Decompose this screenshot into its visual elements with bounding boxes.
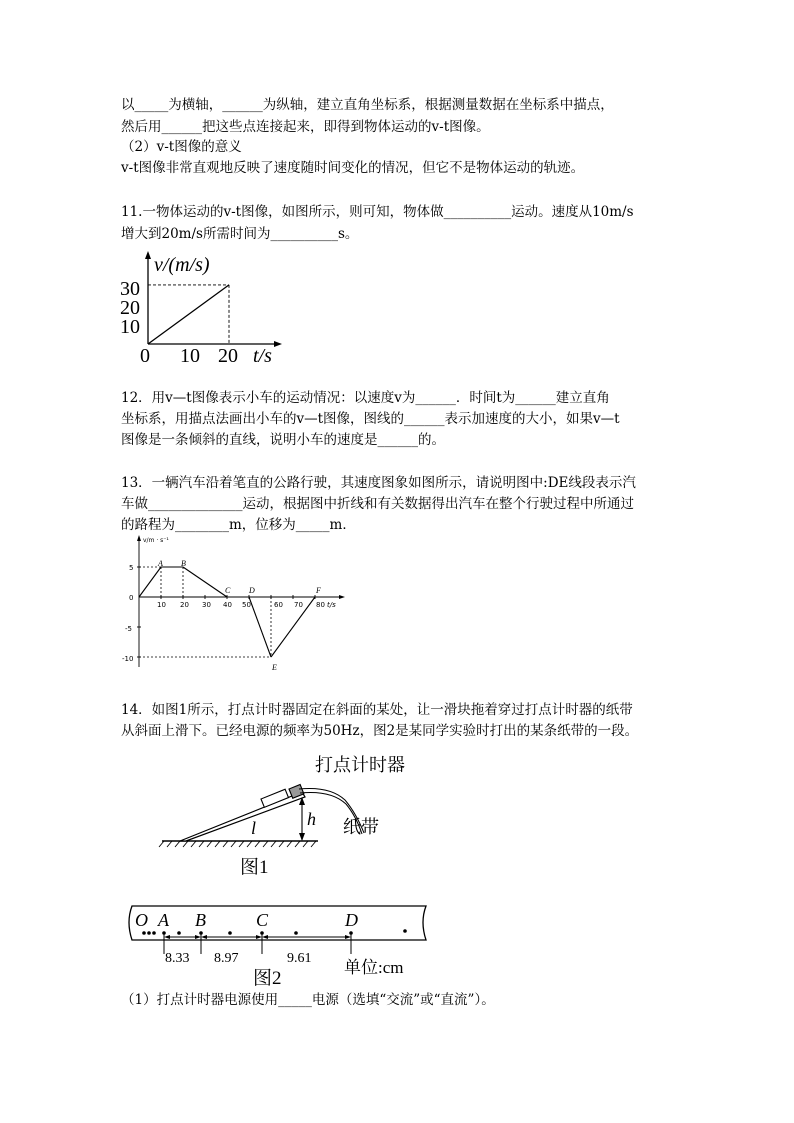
q13-xtick: 20 — [180, 601, 189, 609]
question-12-line-1: 12．用v—t图像表示小车的运动情况：以速度v为______．时间t为______建立直角 — [121, 390, 610, 406]
q13-xtick: 80 — [316, 601, 325, 609]
q13-point-label-c: C — [225, 586, 231, 595]
q11-xtick: 10 — [180, 345, 200, 367]
q13-xtick: 10 — [157, 601, 166, 609]
question-14-line-2: 从斜面上滑下。已经电源的频率为50Hz，图2是某同学实验时打出的某条纸带的一段。 — [121, 723, 639, 739]
length-label: l — [251, 818, 257, 838]
unit-label: 单位:cm — [344, 958, 404, 977]
question-13-line-3: 的路程为________m，位移为_____m． — [121, 517, 356, 533]
q13-xlabel: t/s — [327, 601, 336, 609]
tape-point-d: D — [345, 910, 358, 930]
question-12-line-2: 坐标系，用描点法画出小车的v—t图像，图线的______表示加速度的大小，如果v—t — [121, 411, 620, 427]
distance-ab: 8.33 — [165, 951, 190, 966]
q14-figure-1-incline — [150, 748, 430, 878]
q11-ylabel: v/(m/s) — [154, 254, 210, 276]
q11-xtick: 20 — [218, 345, 238, 367]
q11-ytick: 30 — [120, 278, 140, 300]
q11-ytick: 10 — [120, 316, 140, 338]
section-heading-vt-meaning: （2）v-t图像的意义 — [121, 139, 242, 155]
q13-point-label-d: D — [249, 586, 255, 595]
distance-bc: 8.97 — [214, 951, 239, 966]
question-11-line-1: 11.一物体运动的v-t图像，如图所示，则可知，物体做__________运动。速度从10m/s — [121, 204, 634, 220]
question-13-line-1: 13．一辆汽车沿着笔直的公路行驶，其速度图象如图所示，请说明图中:DE线段表示汽 — [121, 475, 636, 491]
q13-series-segment — [183, 567, 227, 597]
q13-point-label-b: B — [181, 559, 186, 568]
intro-line-1: 以_____为横轴，______为纵轴，建立直角坐标系，根据测量数据在坐标系中描点， — [121, 97, 614, 113]
incline-plane — [180, 792, 305, 841]
q13-ytick: -5 — [125, 625, 132, 633]
tape-label: 纸带 — [343, 817, 379, 838]
tape-point-c: C — [256, 910, 269, 930]
intro-line-2: 然后用______把这些点连接起来，即得到物体运动的v-t图像。 — [121, 119, 490, 135]
q11-xtick: 0 — [140, 345, 150, 367]
q13-xtick: 40 — [223, 601, 232, 609]
intro-line-4: v-t图像非常直观地反映了速度随时间变化的情况，但它不是物体运动的轨迹。 — [121, 160, 585, 176]
q11-vt-graph — [112, 248, 292, 370]
q13-xtick: 70 — [294, 601, 303, 609]
figure-2-caption: 图2 — [253, 968, 282, 989]
q13-point-label-e: E — [272, 663, 277, 672]
q13-ytick: 5 — [129, 564, 134, 572]
q13-xtick: 60 — [274, 601, 283, 609]
timer-label: 打点计时器 — [315, 755, 405, 776]
tape-point-a: A — [158, 910, 169, 930]
question-11-line-2: 增大到20m/s所需时间为__________s。 — [121, 226, 359, 242]
q13-xtick: 30 — [202, 601, 211, 609]
q14-figure-2-tape — [122, 898, 432, 990]
question-12-line-3: 图像是一条倾斜的直线，说明小车的速度是______的。 — [121, 432, 445, 448]
tape-outline — [129, 906, 426, 940]
tape-point-o: O — [135, 910, 148, 930]
ground-hatching — [159, 841, 316, 847]
q13-point-label-f: F — [316, 586, 321, 595]
distance-cd: 9.61 — [287, 951, 312, 966]
q13-ytick: 0 — [129, 594, 134, 602]
tape-point-b: B — [195, 910, 206, 930]
height-label: h — [307, 809, 316, 829]
q11-ytick: 20 — [120, 297, 140, 319]
q13-vt-graph — [121, 533, 351, 673]
question-14-part-1: （1）打点计时器电源使用_____电源（选填“交流”或“直流”）。 — [121, 992, 495, 1008]
question-14-line-1: 14．如图1所示，打点计时器固定在斜面的某处，让一滑块拖着穿过打点计时器的纸带 — [121, 702, 633, 718]
q13-series-segment — [249, 597, 271, 657]
q13-ytick: -10 — [122, 655, 134, 663]
q13-xtick: 50 — [242, 601, 251, 609]
q13-ylabel: v/m · s⁻¹ — [143, 537, 169, 544]
q13-point-label-a: A — [158, 559, 163, 568]
q11-xlabel: t/s — [253, 345, 272, 367]
q13-series-segment — [139, 567, 161, 597]
q11-series-line — [148, 285, 229, 344]
question-13-line-2: 车做______________运动，根据图中折线和有关数据得出汽车在整个行驶过程中所通过 — [121, 496, 634, 512]
figure-1-caption: 图1 — [240, 857, 269, 878]
